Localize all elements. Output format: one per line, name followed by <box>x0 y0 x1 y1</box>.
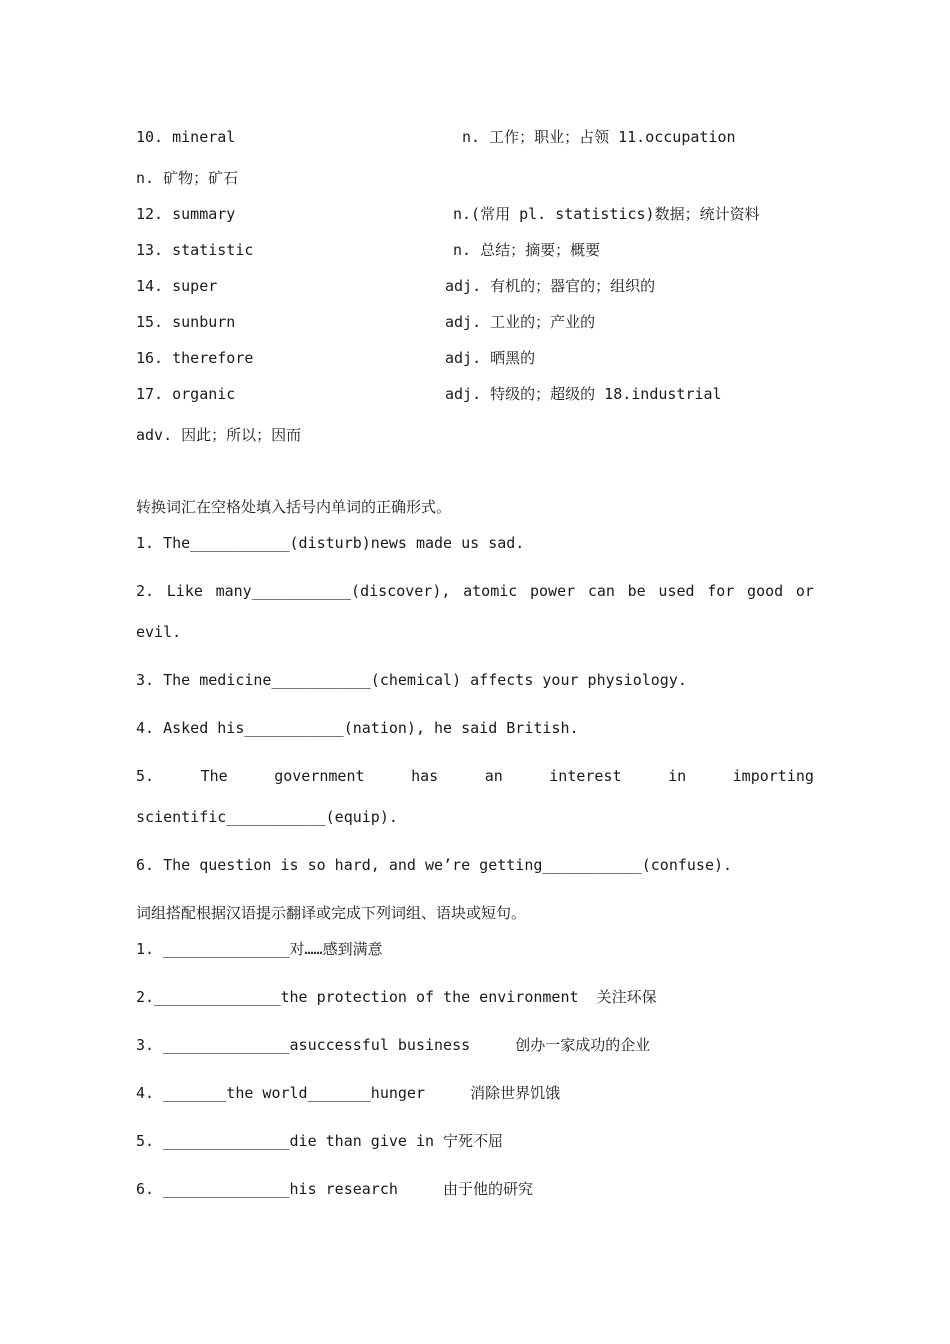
item-word: can <box>587 582 615 600</box>
section-heading: 转换词汇在空格处填入括号内单词的正确形式。 <box>136 498 452 516</box>
vocab-word-10: 10. mineral <box>136 128 236 146</box>
item-word: be <box>627 582 646 600</box>
vocab-meaning-12: n.(常用 pl. statistics)数据；统计资料 <box>453 205 760 223</box>
vocab-meaning-13: n. 总结；摘要；概要 <box>453 241 601 259</box>
item-word: power <box>530 582 576 600</box>
vocab-word-13: 13. statistic <box>136 241 254 259</box>
item-word: Like <box>166 582 203 600</box>
exercise-item-6: 6. The question is so hard, and we’re getting___________(confuse). <box>136 856 733 874</box>
item-word: The <box>200 767 228 785</box>
phrase-item-3: 3. ______________asuccessful business 创办一家成功的企业 <box>136 1036 651 1054</box>
exercise-item-5 <box>136 766 814 786</box>
item-word: or <box>795 582 814 600</box>
vocab-meaning-continuation: n. 矿物；矿石 <box>136 169 239 187</box>
phrase-item-6: 6. ______________his research 由于他的研究 <box>136 1180 534 1198</box>
phrase-item-4: 4. _______the world_______hunger 消除世界饥饿 <box>136 1084 561 1102</box>
phrase-item-2: 2.______________the protection of the environment 关注环保 <box>136 988 657 1006</box>
item-word: has <box>411 767 439 785</box>
item-word: importing <box>732 767 814 785</box>
item-word: for <box>707 582 735 600</box>
exercise-item-4: 4. Asked his___________(nation), he said British. <box>136 719 579 737</box>
vocab-meaning-continuation: adv. 因此；所以；因而 <box>136 426 302 444</box>
section-heading: 词组搭配根据汉语提示翻译或完成下列词组、语块或短句。 <box>136 904 527 922</box>
item-word: government <box>274 767 365 785</box>
exercise-item-3: 3. The medicine___________(chemical) affects your physiology. <box>136 671 687 689</box>
phrase-item-1: 1. ______________对……感到满意 <box>136 940 383 958</box>
item-word: interest <box>549 767 622 785</box>
phrase-item-5: 5. ______________die than give in 宁死不屈 <box>136 1132 504 1150</box>
vocab-word-15: 15. sunburn <box>136 313 236 331</box>
item-word: 2. <box>136 582 155 600</box>
vocab-word-16: 16. therefore <box>136 349 254 367</box>
vocab-word-17: 17. organic <box>136 385 236 403</box>
vocab-meaning-14: adj. 有机的；器官的；组织的 <box>445 277 656 295</box>
vocab-word-12: 12. summary <box>136 205 236 223</box>
vocab-meaning-16: adj. 晒黑的 <box>445 349 536 367</box>
vocab-word-14: 14. super <box>136 277 218 295</box>
item-word: 5. <box>136 767 155 785</box>
item-word: in <box>668 767 687 785</box>
item-word: an <box>484 767 503 785</box>
item-word: used <box>658 582 695 600</box>
exercise-item-2 <box>136 581 814 601</box>
exercise-item-2-continuation: evil. <box>136 623 182 641</box>
vocab-meaning-17: adj. 特级的；超级的 18.industrial <box>445 385 722 403</box>
item-word: atomic <box>463 582 518 600</box>
item-word: many___________(discover), <box>215 582 451 600</box>
exercise-item-5-continuation: scientific___________(equip). <box>136 808 398 826</box>
exercise-item-1: 1. The___________(disturb)news made us sad. <box>136 534 525 552</box>
vocab-meaning-15: adj. 工业的；产业的 <box>445 313 596 331</box>
vocab-meaning-10: n. 工作；职业；占领 11.occupation <box>462 128 736 146</box>
item-word: good <box>747 582 784 600</box>
